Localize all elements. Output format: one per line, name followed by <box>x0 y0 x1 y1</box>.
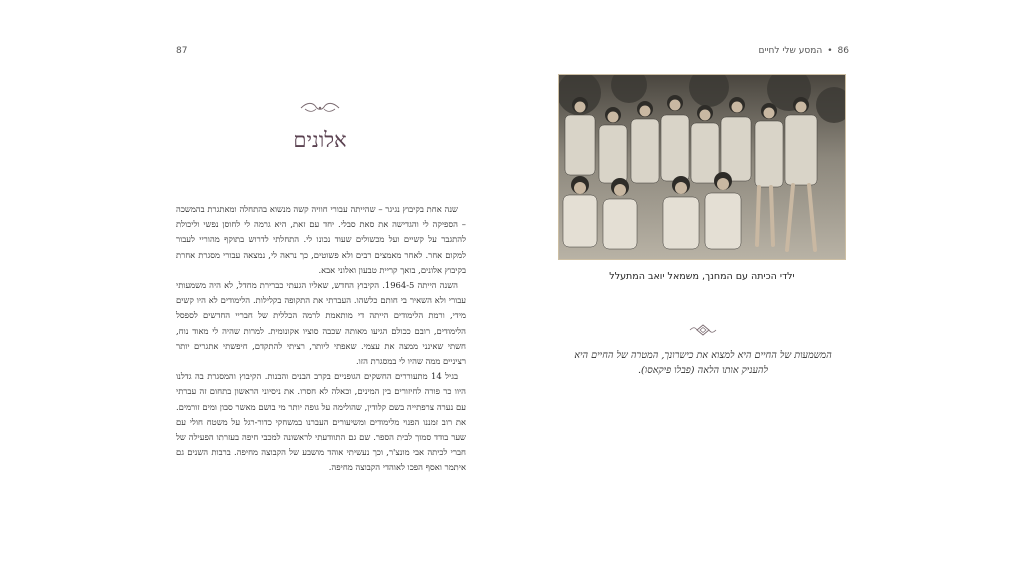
page-number-left: 87 <box>176 46 188 56</box>
class-photo <box>558 74 846 260</box>
body-text <box>176 202 466 476</box>
quote: המשמעות של החיים היא למצוא את כישרונך, המטרה של החיים היא להעניק אותו הלאה (פבלו פיקאסו). <box>574 350 832 376</box>
paragraph-3: בגיל 14 מתעוררים החשקים הגופניים בקרב הבנים והבנות. הקיבוץ והמסגרת בה גדלנו היוו כר פורה לחיזורים בין המינים, וכאלה לא חסרו. את ניסיוני הראשון בתחום זה עברתי עם נערה צרפתייה בשם קלודין, שהולימה על גופה יותר מי בושם מאשר סבון ומים זורמים. את רוב זמננו הפנוי מלימודים ומשיעורים העברנו במשחקי כדור-רגל על משטח חולי עם שער בודד סמוך לבית הספר. שם גם התוודעתי לראשונה למכבי חיפה בעזרתו הפעילה של חברי לכיתה אבי מונצ'ר, וכך נעשיתי אוהד מושבע של הקבוצה מחיפה. ברבות השנים גם איתמר ואסף הפכו לאוהדי הקבוצה מחיפה. <box>176 371 466 473</box>
running-head <box>759 46 849 56</box>
running-head-separator: • <box>827 46 833 56</box>
running-head-title: המסע שלי לחיים <box>758 46 823 56</box>
page-number-right: 86 <box>837 46 849 56</box>
diamond-ornament-icon <box>688 324 718 336</box>
photo-caption: ילדי הכיתה עם המחנך, משמאל יואב המתעלל <box>609 271 795 282</box>
paragraph-2: השנה הייתה 1964-5. הקיבוץ החדש, שאליו הגעתי כברירת מחדל, לא היה משמעותי עבורי ולא השאיר בי חותם כלשהו. העברתי את התקופה בקלילות. הלימודים לא היו קשים מידי, ורמת הלימודים הייתה די מותאמת לרמה הכללית של חבריי החדשים לספסל הלימודים, רובם ככולם הגיעו מאותה שכבה סוציו אקונומית. למרות שהיה לי מאוד נוח, חשתי שאינני ממצה את עצמי. שאפתי ליותר, רציתי להתקדם, חיפשתי אתגרים יותר רציניים ממה שהיו לי במסגרת הזו. <box>176 280 466 367</box>
paragraph-1: שנה אחת בקיבוץ נגיגר – שהייתה עבורי חוויה קשה מנשוא בהתחלה ומאתגרת בהמשכה – הספיקה לי והגדישה את סאת סבלי. יחד עם זאת, היא גרמה לי לחוסן נפשי וליכולת להתגבר על קשיים ועל מכשולים שעוד נכונו לי. התחלתי לדרוש בתוקף מהוריי לעבור למקום אחר. לאחר מאמצים רבים ולא פשוטים, כך נראה לי, נמצאה עבורי מסגרת אחרת בקיבוץ אלונים, בואך קריית טבעון ואלוני אבא. <box>176 204 466 275</box>
ornament-flourish-icon <box>299 101 341 115</box>
chapter-title: אלונים <box>293 128 347 152</box>
class-photo-image <box>559 75 845 259</box>
